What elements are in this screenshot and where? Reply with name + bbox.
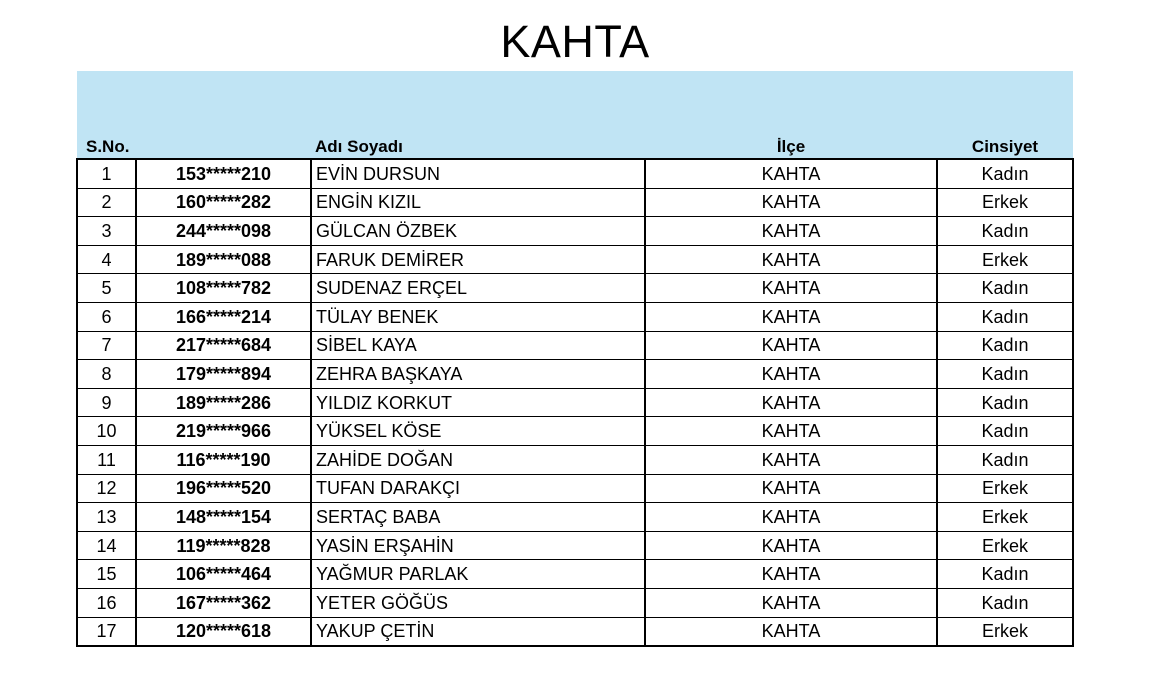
cell-full-name: GÜLCAN ÖZBEK	[311, 217, 645, 246]
cell-district: KAHTA	[645, 560, 937, 589]
cell-district: KAHTA	[645, 417, 937, 446]
cell-full-name: SİBEL KAYA	[311, 331, 645, 360]
cell-masked-id: 179*****894	[136, 360, 311, 389]
cell-gender: Erkek	[937, 617, 1073, 646]
table-row	[77, 245, 1073, 274]
cell-gender: Kadın	[937, 331, 1073, 360]
cell-row-number: 15	[77, 560, 136, 589]
cell-row-number: 2	[77, 188, 136, 217]
cell-full-name: YAKUP ÇETİN	[311, 617, 645, 646]
cell-district: KAHTA	[645, 188, 937, 217]
cell-gender: Kadın	[937, 360, 1073, 389]
cell-row-number: 14	[77, 531, 136, 560]
table-row	[77, 617, 1073, 646]
cell-gender: Kadın	[937, 388, 1073, 417]
column-header-gender: Cinsiyet	[937, 71, 1073, 159]
cell-district: KAHTA	[645, 474, 937, 503]
cell-full-name: YILDIZ KORKUT	[311, 388, 645, 417]
table-row	[77, 159, 1073, 188]
column-header-no: S.No.	[77, 71, 136, 159]
participant-table	[76, 71, 1074, 647]
cell-row-number: 3	[77, 217, 136, 246]
table-row	[77, 188, 1073, 217]
cell-row-number: 1	[77, 159, 136, 188]
cell-gender: Kadın	[937, 445, 1073, 474]
table-row	[77, 531, 1073, 560]
cell-gender: Erkek	[937, 245, 1073, 274]
cell-gender: Kadın	[937, 159, 1073, 188]
cell-masked-id: 166*****214	[136, 302, 311, 331]
table-row	[77, 274, 1073, 303]
cell-full-name: FARUK DEMİRER	[311, 245, 645, 274]
cell-masked-id: 219*****966	[136, 417, 311, 446]
table-body	[77, 159, 1073, 646]
cell-gender: Kadın	[937, 217, 1073, 246]
cell-row-number: 16	[77, 588, 136, 617]
table-row	[77, 588, 1073, 617]
cell-full-name: ZEHRA BAŞKAYA	[311, 360, 645, 389]
cell-district: KAHTA	[645, 503, 937, 532]
table-row	[77, 388, 1073, 417]
cell-district: KAHTA	[645, 617, 937, 646]
cell-masked-id: 189*****286	[136, 388, 311, 417]
cell-gender: Erkek	[937, 474, 1073, 503]
table-header	[77, 71, 1073, 159]
header-row	[77, 71, 1073, 159]
cell-masked-id: 153*****210	[136, 159, 311, 188]
column-header-id	[136, 71, 311, 159]
cell-masked-id: 120*****618	[136, 617, 311, 646]
cell-district: KAHTA	[645, 445, 937, 474]
cell-row-number: 8	[77, 360, 136, 389]
column-header-name: Adı Soyadı	[311, 71, 645, 159]
cell-full-name: YETER GÖĞÜS	[311, 588, 645, 617]
cell-full-name: TUFAN DARAKÇI	[311, 474, 645, 503]
cell-full-name: YAĞMUR PARLAK	[311, 560, 645, 589]
cell-row-number: 12	[77, 474, 136, 503]
cell-row-number: 13	[77, 503, 136, 532]
cell-gender: Kadın	[937, 588, 1073, 617]
cell-row-number: 7	[77, 331, 136, 360]
cell-masked-id: 106*****464	[136, 560, 311, 589]
cell-district: KAHTA	[645, 388, 937, 417]
cell-row-number: 5	[77, 274, 136, 303]
cell-masked-id: 119*****828	[136, 531, 311, 560]
cell-gender: Kadın	[937, 302, 1073, 331]
cell-masked-id: 108*****782	[136, 274, 311, 303]
cell-full-name: YASİN ERŞAHİN	[311, 531, 645, 560]
cell-gender: Kadın	[937, 560, 1073, 589]
cell-row-number: 10	[77, 417, 136, 446]
cell-full-name: ZAHİDE DOĞAN	[311, 445, 645, 474]
cell-masked-id: 217*****684	[136, 331, 311, 360]
cell-masked-id: 160*****282	[136, 188, 311, 217]
cell-full-name: EVİN DURSUN	[311, 159, 645, 188]
cell-row-number: 9	[77, 388, 136, 417]
table-row	[77, 417, 1073, 446]
cell-full-name: YÜKSEL KÖSE	[311, 417, 645, 446]
cell-row-number: 11	[77, 445, 136, 474]
cell-masked-id: 189*****088	[136, 245, 311, 274]
column-header-district: İlçe	[645, 71, 937, 159]
table-row	[77, 445, 1073, 474]
cell-masked-id: 116*****190	[136, 445, 311, 474]
cell-full-name: SERTAÇ BABA	[311, 503, 645, 532]
cell-district: KAHTA	[645, 302, 937, 331]
cell-district: KAHTA	[645, 531, 937, 560]
cell-row-number: 17	[77, 617, 136, 646]
cell-district: KAHTA	[645, 331, 937, 360]
cell-gender: Erkek	[937, 188, 1073, 217]
cell-row-number: 6	[77, 302, 136, 331]
cell-full-name: TÜLAY BENEK	[311, 302, 645, 331]
table-row	[77, 474, 1073, 503]
cell-full-name: SUDENAZ ERÇEL	[311, 274, 645, 303]
table-row	[77, 217, 1073, 246]
cell-masked-id: 167*****362	[136, 588, 311, 617]
participant-table-container	[76, 71, 1072, 647]
page-title: KAHTA	[500, 16, 650, 67]
cell-masked-id: 244*****098	[136, 217, 311, 246]
cell-district: KAHTA	[645, 588, 937, 617]
table-row	[77, 503, 1073, 532]
cell-district: KAHTA	[645, 360, 937, 389]
cell-masked-id: 148*****154	[136, 503, 311, 532]
cell-district: KAHTA	[645, 245, 937, 274]
cell-district: KAHTA	[645, 217, 937, 246]
cell-row-number: 4	[77, 245, 136, 274]
table-row	[77, 560, 1073, 589]
cell-district: KAHTA	[645, 274, 937, 303]
table-row	[77, 360, 1073, 389]
table-row	[77, 331, 1073, 360]
cell-gender: Erkek	[937, 503, 1073, 532]
cell-district: KAHTA	[645, 159, 937, 188]
cell-masked-id: 196*****520	[136, 474, 311, 503]
table-row	[77, 302, 1073, 331]
cell-gender: Kadın	[937, 417, 1073, 446]
cell-gender: Kadın	[937, 274, 1073, 303]
cell-gender: Erkek	[937, 531, 1073, 560]
cell-full-name: ENGİN KIZIL	[311, 188, 645, 217]
